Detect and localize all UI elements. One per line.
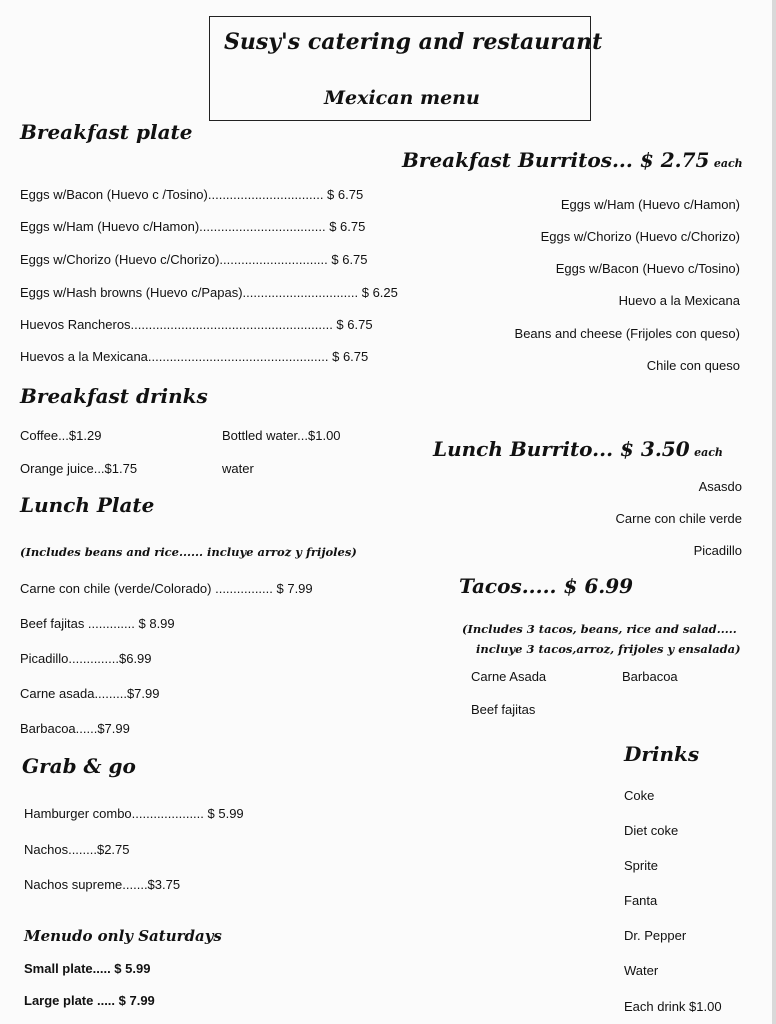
breakfast-burrito-item: Eggs w/Bacon (Huevo c/Tosino) — [555, 261, 740, 276]
breakfast-plate-item: Huevos Rancheros........................................................ $ 6.75 — [20, 317, 373, 332]
drinks-heading: Drinks — [624, 742, 700, 766]
drink-item: Each drink $1.00 — [624, 999, 722, 1014]
tacos-heading: Tacos..... $ 6.99 — [459, 574, 634, 598]
lunch-plate-item: Beef fajitas ............. $ 8.99 — [20, 616, 175, 631]
breakfast-plate-item: Eggs w/Chorizo (Huevo c/Chorizo).............................. $ 6.75 — [20, 252, 368, 267]
menu-type: Mexican menu — [324, 87, 480, 109]
lunch-plate-heading: Lunch Plate — [20, 493, 155, 517]
breakfast-burrito-item: Eggs w/Chorizo (Huevo c/Chorizo) — [540, 229, 740, 244]
grab-and-go-heading: Grab & go — [22, 754, 136, 778]
page-edge-shadow — [772, 0, 776, 1024]
restaurant-name: Susy's catering and restaurant — [224, 29, 603, 55]
drink-item: Water — [624, 963, 659, 978]
breakfast-plate-item: Eggs w/Ham (Huevo c/Hamon)................................... $ 6.75 — [20, 219, 366, 234]
breakfast-burrito-item: Chile con queso — [646, 358, 740, 373]
lunch-burrito-title: Lunch Burrito... $ 3.50 — [433, 437, 690, 461]
breakfast-burrito-item: Huevo a la Mexicana — [618, 293, 740, 308]
menudo-item: Large plate ..... $ 7.99 — [24, 993, 155, 1008]
grab-and-go-item: Nachos........$2.75 — [24, 842, 130, 857]
lunch-plate-item: Carne con chile (verde/Colorado) ................ $ 7.99 — [20, 581, 313, 596]
drink-item: Sprite — [624, 858, 658, 873]
breakfast-drinks-heading: Breakfast drinks — [20, 384, 208, 408]
drink-item: Coke — [624, 788, 655, 803]
drink-item: Fanta — [624, 893, 658, 908]
breakfast-burrito-item: Eggs w/Ham (Huevo c/Hamon) — [560, 197, 740, 212]
menudo-item: Small plate..... $ 5.99 — [24, 961, 151, 976]
tacos-item: Beef fajitas — [471, 702, 536, 717]
breakfast-drink-item: water — [222, 461, 254, 476]
breakfast-burritos-title: Breakfast Burritos... $ 2.75 — [402, 148, 710, 172]
lunch-burrito-item: Picadillo — [693, 543, 742, 558]
breakfast-burritos-heading — [402, 148, 743, 172]
lunch-plate-note: (Includes beans and rice...... incluye arroz y frijoles) — [20, 545, 357, 559]
grab-and-go-item: Nachos supreme.......$3.75 — [24, 877, 181, 892]
menu-title-box — [209, 16, 603, 121]
lunch-plate-item: Carne asada.........$7.99 — [20, 686, 160, 701]
breakfast-plate-item: Eggs w/Hash browns (Huevo c/Papas)................................ $ 6.25 — [20, 285, 398, 300]
tacos-note-line2: incluye 3 tacos,arroz, frijoles y ensalada) — [476, 642, 741, 656]
menudo-heading: Menudo only Saturdays — [24, 927, 222, 945]
lunch-burrito-item: Carne con chile verde — [615, 511, 742, 526]
breakfast-plate-heading: Breakfast plate — [20, 120, 193, 144]
tacos-note-line1: (Includes 3 tacos, beans, rice and salad..... — [462, 622, 737, 636]
grab-and-go-item: Hamburger combo.................... $ 5.99 — [24, 806, 244, 821]
breakfast-burrito-item: Beans and cheese (Frijoles con queso) — [514, 326, 740, 341]
drink-item: Diet coke — [624, 823, 679, 838]
lunch-burrito-heading — [433, 437, 723, 461]
tacos-item: Barbacoa — [622, 669, 678, 684]
lunch-burrito-each: each — [694, 446, 723, 459]
lunch-plate-item: Barbacoa......$7.99 — [20, 721, 130, 736]
lunch-plate-item: Picadillo..............$6.99 — [20, 651, 152, 666]
drink-item: Dr. Pepper — [624, 928, 687, 943]
breakfast-plate-item: Huevos a la Mexicana.................................................. $ 6.75 — [20, 349, 369, 364]
breakfast-drink-item: Coffee...$1.29 — [20, 428, 102, 443]
tacos-item: Carne Asada — [471, 669, 547, 684]
breakfast-plate-item: Eggs w/Bacon (Huevo c /Tosino)................................ $ 6.75 — [20, 187, 364, 202]
breakfast-drink-item: Bottled water...$1.00 — [222, 428, 341, 443]
lunch-burrito-item: Asasdo — [698, 479, 742, 494]
breakfast-drink-item: Orange juice...$1.75 — [20, 461, 138, 476]
breakfast-burritos-each: each — [713, 157, 743, 170]
